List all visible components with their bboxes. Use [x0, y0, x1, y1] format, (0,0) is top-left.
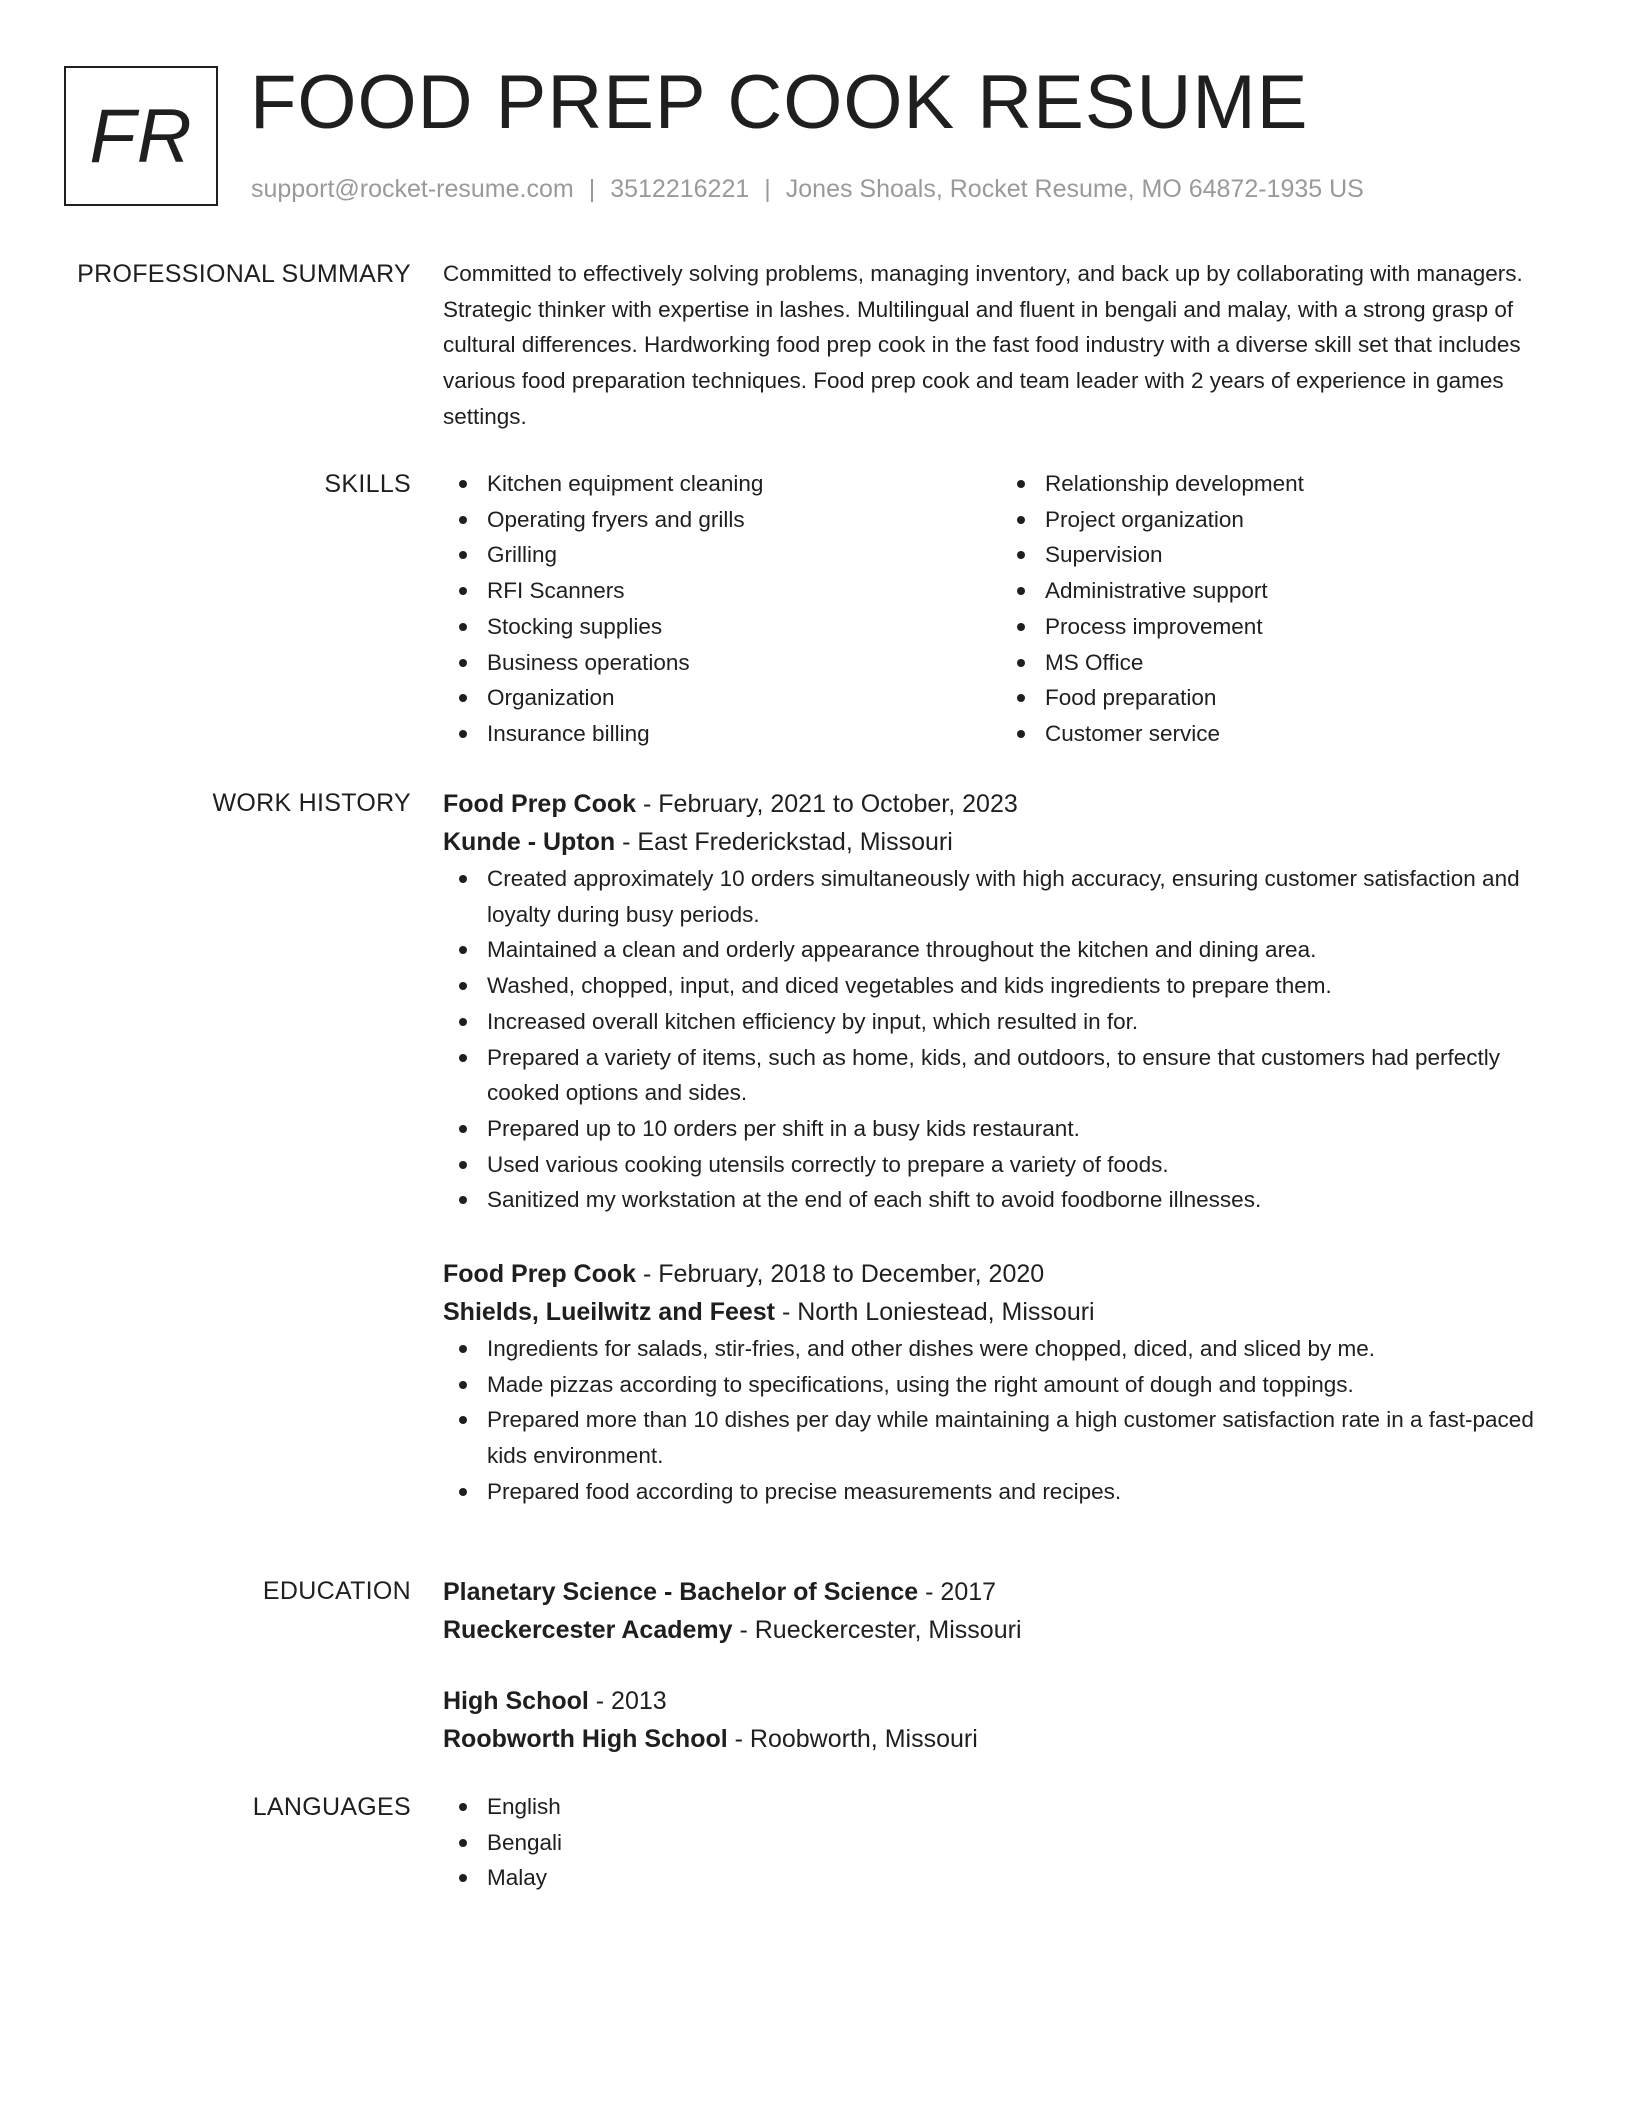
job-entry [443, 785, 1559, 1218]
skill-item: RFI Scanners [487, 573, 1001, 609]
job-company: Kunde - Upton [443, 828, 616, 856]
job-dates: - February, 2018 to December, 2020 [636, 1260, 1045, 1289]
education-entry [443, 1573, 1559, 1649]
job-company-line [443, 1293, 1559, 1331]
skill-item: Grilling [487, 537, 1001, 573]
languages-body [443, 1789, 1559, 1896]
summary-label: PROFESSIONAL SUMMARY [77, 260, 411, 288]
skill-item: Customer service [1045, 716, 1559, 752]
degree-line [443, 1682, 1559, 1720]
work-history-body [443, 785, 1559, 1510]
school-line [443, 1611, 1559, 1649]
job-title-line [443, 1255, 1559, 1293]
education-body [443, 1573, 1559, 1758]
job-title: Food Prep Cook [443, 1260, 637, 1289]
job-entry [443, 1255, 1559, 1510]
language-item: Malay [487, 1860, 1559, 1896]
skill-item: Organization [487, 680, 1001, 716]
skill-item: Process improvement [1045, 609, 1559, 645]
school-location: - Roobworth, Missouri [727, 1725, 978, 1753]
skill-item: Insurance billing [487, 716, 1001, 752]
contact-phone: 3512216221 [610, 175, 750, 203]
job-duties-list [443, 861, 1559, 1218]
skill-item: Project organization [1045, 502, 1559, 538]
job-company: Shields, Lueilwitz and Feest [443, 1298, 776, 1327]
school-name: Rueckercester Academy [443, 1616, 733, 1644]
school-name: Roobworth High School [443, 1725, 728, 1753]
language-item: Bengali [487, 1825, 1559, 1861]
summary-text: Committed to effectively solving problems, managing inventory, and back up by collaborating with managers. Strategic thinker with expertise in lashes. Multilingual and fluent in bengali and malay, with a strong grasp of cultural differences. Hardworking food prep cook in the fast food industry with a diverse skill set that includes various food preparation techniques. Food prep cook and team leader with 2 years of experience in games settings. [443, 261, 1523, 429]
contact-address: Jones Shoals, Rocket Resume, MO 64872-1935 US [785, 175, 1364, 203]
language-item: English [487, 1789, 1559, 1825]
contact-line [251, 172, 1364, 206]
education-entry [443, 1682, 1559, 1758]
degree-year: - 2017 [918, 1578, 997, 1606]
skill-item: Operating fryers and grills [487, 502, 1001, 538]
skills-list-right [1001, 466, 1559, 752]
skill-item: Stocking supplies [487, 609, 1001, 645]
job-company-line [443, 823, 1559, 861]
contact-separator: | [764, 175, 771, 203]
contact-separator: | [588, 175, 596, 203]
skills-columns [443, 466, 1559, 752]
school-location: - Rueckercester, Missouri [732, 1616, 1022, 1644]
contact-email: support@rocket-resume.com [251, 175, 574, 203]
skills-body [443, 466, 1559, 752]
job-duty: Washed, chopped, input, and diced vegetables and kids ingredients to prepare them. [487, 968, 1559, 1004]
degree-line [443, 1573, 1559, 1611]
job-location: - North Loniestead, Missouri [775, 1298, 1095, 1327]
skills-label: SKILLS [324, 470, 411, 498]
skills-list-left [443, 466, 1001, 752]
job-duty: Sanitized my workstation at the end of each shift to avoid foodborne illnesses. [487, 1182, 1559, 1218]
monogram-logo: FR [64, 66, 218, 206]
languages-label: LANGUAGES [252, 1793, 411, 1821]
work-history-label: WORK HISTORY [212, 789, 411, 817]
skill-item: MS Office [1045, 645, 1559, 681]
job-duty: Prepared up to 10 orders per shift in a busy kids restaurant. [487, 1111, 1559, 1147]
languages-list [443, 1789, 1559, 1896]
job-dates: - February, 2021 to October, 2023 [636, 790, 1018, 818]
job-location: - East Frederickstad, Missouri [615, 828, 953, 856]
degree-name: Planetary Science - Bachelor of Science [443, 1578, 919, 1606]
skill-item: Kitchen equipment cleaning [487, 466, 1001, 502]
job-duties-list [443, 1331, 1559, 1510]
job-duty: Made pizzas according to specifications, using the right amount of dough and toppings. [487, 1367, 1559, 1403]
degree-year: - 2013 [588, 1687, 667, 1715]
skill-item: Supervision [1045, 537, 1559, 573]
job-duty: Prepared more than 10 dishes per day while maintaining a high customer satisfaction rate in a fast-paced kids environment. [487, 1402, 1559, 1473]
resume-title: FOOD PREP COOK RESUME [250, 60, 1309, 145]
job-title-line [443, 785, 1559, 823]
job-duty: Prepared a variety of items, such as home, kids, and outdoors, to ensure that customers had perfectly cooked options and sides. [487, 1040, 1559, 1111]
skill-item: Business operations [487, 645, 1001, 681]
job-duty: Maintained a clean and orderly appearance throughout the kitchen and dining area. [487, 932, 1559, 968]
degree-name: High School [443, 1687, 589, 1715]
job-duty: Used various cooking utensils correctly to prepare a variety of foods. [487, 1147, 1559, 1183]
skill-item: Relationship development [1045, 466, 1559, 502]
skill-item: Food preparation [1045, 680, 1559, 716]
job-duty: Prepared food according to precise measurements and recipes. [487, 1474, 1559, 1510]
education-label: EDUCATION [262, 1577, 411, 1605]
summary-body [443, 256, 1559, 435]
school-line [443, 1720, 1559, 1758]
job-title: Food Prep Cook [443, 790, 637, 818]
job-duty: Created approximately 10 orders simultaneously with high accuracy, ensuring customer satisfaction and loyalty during busy periods. [487, 861, 1559, 932]
job-duty: Increased overall kitchen efficiency by input, which resulted in for. [487, 1004, 1559, 1040]
job-duty: Ingredients for salads, stir-fries, and other dishes were chopped, diced, and sliced by me. [487, 1331, 1559, 1367]
skill-item: Administrative support [1045, 573, 1559, 609]
